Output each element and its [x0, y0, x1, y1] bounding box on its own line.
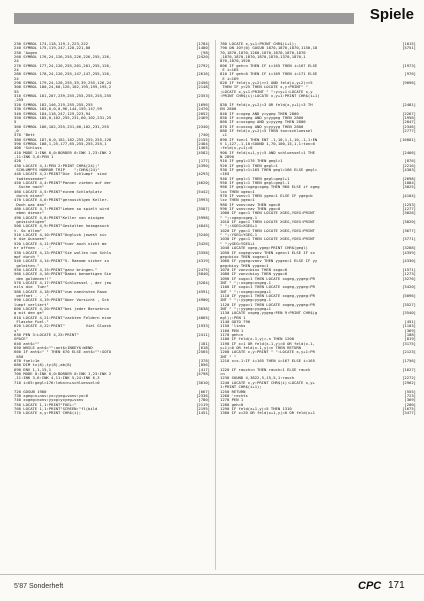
checksum: [3540]: [402, 311, 416, 316]
checksum: [2148]: [196, 85, 210, 90]
checksum: [2216]: [402, 163, 416, 168]
code-text: 470 LOCATE 4,6:PRINT"gerauschlgen Keller.: [14, 198, 109, 203]
code-text: 550 LOCATE 4,15:PRINT"ganz bringen.": [14, 267, 98, 272]
code-text: 640 ant$="": [14, 341, 40, 346]
page-footer: [0, 574, 424, 601]
checksum: [3288]: [402, 246, 416, 251]
checksum: [2420]: [196, 55, 210, 60]
code-text: 1090 IF xxgo=1 THEN LOCATE xxgeg,yygeg:PR: [220, 276, 315, 281]
checksum: [4065]: [196, 315, 210, 320]
code-text: ,255: [14, 98, 24, 103]
checksum: [2272]: [402, 376, 416, 381]
checksum: [2411]: [196, 333, 210, 338]
code-text: 530 LOCATE 4,13:PRINT"Sie wollen nun Schlu: [14, 250, 112, 255]
code-text: " ";:xgeg=xgeg-1: [220, 215, 258, 220]
code-text: 700 MODE 0:INK 0,0:BORDER 0:INK 1,23:INK 2: [14, 372, 112, 377]
checksum: [4104]: [402, 194, 416, 199]
checksum: [2466]: [402, 150, 416, 155]
checksum: [16001]: [399, 137, 416, 142]
page-header: [0, 0, 424, 30]
code-text: 1030 IF ygo=1 THEN LOCATE XGEG,YGEG:PRINT: [220, 237, 315, 242]
code-text: 1020 IF ygo=1 THEN LOCATE XGEG,YGEG:PRINT: [220, 228, 315, 233]
code-text: =n: [220, 372, 225, 377]
code-text: 5: [14, 120, 17, 125]
checksum: [4591]: [196, 289, 210, 294]
checksum: [188]: [404, 333, 416, 338]
code-text: 1270 PEN 1: [220, 398, 244, 403]
code-text: 850 IF x=xxgeg AND y=yygeg THEN 2800: [220, 115, 304, 120]
checksum: [876]: [404, 159, 416, 164]
code-text: 380 SYMBOL 187,0,0,181,182,255,255,255,128: [14, 137, 112, 142]
code-text: 24: [14, 59, 19, 64]
code-text: 1040 LOCATE xgeg,ygeg:PRINT CHR$(gegl): [220, 246, 308, 251]
code-text: INT " ";:xxgeg=xxgeg+1: [220, 289, 271, 294]
checksum: [4620]: [196, 181, 210, 185]
checksum: [2336]: [196, 393, 210, 398]
code-text: 590 LOCATE 4,19:PRINT"Aber Vorsicht , Sch: [14, 298, 109, 303]
checksum: [2469]: [196, 115, 210, 120]
checksum: [618]: [198, 346, 210, 351]
checksum: [555]: [404, 389, 416, 394]
code-text: 490 LOCATE 4,8:PRINT"Keller von einigen: [14, 215, 105, 220]
checksum: [1084]: [402, 181, 416, 185]
checksum: [4798]: [196, 372, 210, 377]
issue-label: 5'87 Sonderheft: [14, 583, 64, 590]
checksum: [4293]: [196, 172, 210, 177]
code-text: 820 IF feld(x,y+2)<>1 AND feld(x,y+2)<>5: [220, 81, 313, 86]
checksum: [2616]: [196, 72, 210, 77]
code-text: geg=bixy THEN yygeo=1: [220, 263, 269, 268]
checksum: [2155]: [196, 137, 210, 142]
code-text: 860 IF x=xxxgeg AND y=yyyeg THEN 2800: [220, 120, 306, 125]
code-text: 1160 PEN 1: [220, 328, 244, 333]
column-divider: [215, 40, 216, 570]
code-text: 610 LOCATE 4,21:PRINT"zackten Feldern eine: [14, 315, 112, 320]
code-text: 670 fuel=1e: [14, 359, 40, 364]
code-text: 970 IF vonv=1 THEN ygeo=1 ELSE IF ygeg=b: [220, 194, 313, 199]
code-text: luepf verliert": [14, 302, 49, 307]
code-text: 1120 IF yygo=1 THEN LOCATE xxgeg,yygeg:PR: [220, 302, 315, 307]
checksum: [2847]: [402, 120, 416, 125]
page-number: 171: [388, 580, 405, 591]
code-text: 1000 IF xgo=1 THEN LOCATE XGEG,YGEG:PRINT: [220, 211, 315, 216]
checksum: [2267]: [402, 111, 416, 116]
code-text: 1100 IF xxgo=1 THEN LOCATE xxgeg,yygeg:PR: [220, 285, 315, 290]
checksum: [819]: [404, 337, 416, 342]
code-text: 710 i=65:gegl=176:lebn=n+schluessel=0: [14, 380, 100, 385]
code-text: INT " ";:yygeg=yygeg-1: [220, 298, 271, 303]
section-title: Spiele: [369, 6, 414, 23]
checksum: [4330]: [402, 259, 416, 264]
code-text: 740 xxgeg=nonv:yyxg=yxyeg+vonv: [14, 398, 84, 403]
code-text: " ";:XGEG=XGEG+1: [220, 224, 258, 229]
code-text: THEN IF y<25 THEN LOCATE x,y:PRINT" ": [220, 85, 308, 90]
code-text: 720 GOSUB 1980: [14, 389, 47, 394]
checksum: [3610]: [196, 380, 210, 385]
checksum: [2470]: [196, 107, 210, 112]
code-text: durch einen": [14, 194, 45, 199]
code-text: E i=169: [220, 76, 239, 81]
checksum: [3826]: [402, 211, 416, 216]
checksum: [2119]: [196, 402, 210, 407]
checksum: [5840]: [196, 272, 210, 277]
listing-column-right: [220, 42, 416, 570]
checksum: [3426]: [196, 241, 210, 246]
code-text: 240 SYMBOL 175,119,247,128,221,80: [14, 46, 91, 51]
checksum: [3276]: [402, 276, 416, 281]
code-text: 1060 IF yygeg=vonv THEN yygeo=1 ELSE IF yy: [220, 259, 318, 264]
code-text: 270 SYMBOL 177,24,126,255,201,201,255,126,: [14, 63, 112, 68]
checksum: [1627]: [402, 367, 416, 372]
code-text: 580 LOCATE 4,18:PRINT"zum naechsten Raum: [14, 289, 107, 294]
checksum: [3358]: [196, 250, 210, 255]
checksum: [2777]: [402, 128, 416, 133]
code-text: 880 IF feld(x,y+2)=5 THEN ton=schluessel: [220, 128, 313, 133]
checksum: [1675]: [402, 406, 416, 411]
checksum: [2340]: [196, 124, 210, 129]
code-text: 540 LOCATE 4,14:PRINT"5. Raeume sicher zu: [14, 259, 109, 264]
code-text: geisichtigen": [14, 220, 47, 225]
checksum: [976]: [404, 72, 416, 77]
code-text: 1:PRINT CHR$(i+1);: [220, 385, 262, 390]
checksum: [2123]: [402, 350, 416, 355]
checksum: [1253]: [402, 202, 416, 207]
checksum: [1273]: [402, 272, 416, 277]
header-bar: [14, 13, 354, 24]
code-text: t. So allem": [14, 228, 42, 233]
code-text: 1080 IF vonv=bixy THEN yygo=0: [220, 272, 288, 277]
code-text: 1300 IF x=20 OR feld(x+1,y)=0 OR feld(x+1: [220, 411, 315, 416]
code-text: 370 'Bett: [14, 133, 35, 138]
checksum: [4845]: [196, 224, 210, 229]
code-text: 890 IF ton=1 THEN ENT -1,10,1,1,10,-1,1:EN: [220, 137, 318, 142]
checksum: [780]: [198, 398, 210, 403]
checksum: [1571]: [402, 267, 416, 272]
code-text: lxv THEN ygeo=1: [220, 198, 255, 203]
checksum: [3820]: [402, 220, 416, 225]
checksum: [1958]: [402, 115, 416, 120]
code-text: 290 SYMBOL 179,24,126,255,39,39,255,126,24: [14, 81, 112, 86]
checksum: [98]: [200, 50, 210, 55]
code-text: 280 SYMBOL 178,24,126,255,147,147,255,126,: [14, 72, 112, 77]
code-text: 690 ENV 1,1,15,1: [14, 367, 52, 372]
code-text: 1200 LOCATE x,y:PRINT " ":LOCATE x,y+1:PR: [220, 350, 315, 355]
code-text: 870 IF x=xxxxg AND y=yyyyg THEN 2800: [220, 124, 304, 129]
code-text: 1250 RETURN: [220, 389, 246, 394]
checksum: [177]: [198, 159, 210, 164]
code-text: todtessender": [14, 176, 47, 181]
code-text: 870,1870,1920: [220, 59, 251, 64]
code-text: 330 SYMBOL 183,0,0,0,96,144,159,147,99: [14, 107, 102, 112]
code-text: " ";:YGEG=YGEG-1: [220, 233, 258, 238]
checksum: [740]: [198, 133, 210, 138]
checksum: [3240]: [196, 233, 210, 238]
checksum: [3477]: [402, 411, 416, 416]
code-text: 560 LOCATE 4,16:PRINT"Dabei benoetigen Sie: [14, 272, 112, 277]
code-text: y+1)=0 OR feld(x-1,y)=n THEN RETURN: [220, 346, 301, 351]
checksum: [1465]: [196, 146, 210, 151]
code-text: 1210 x=x-1:IF i=165 THEN i=167 ELSE i=165: [220, 359, 315, 364]
checksum: [1015]: [402, 42, 416, 46]
code-text: +1: [220, 133, 227, 138]
code-text: 630 PEN 3:LOCATE 4,25:PRINT": [14, 333, 79, 338]
code-text: 420 ': [14, 159, 26, 164]
code-text: 300 SYMBOL 180,24,60,126,102,195,195,195,2: [14, 85, 112, 90]
code-text: 1190 IF x=1 OR feld(x-1,y)=0 OR feld(x-1,: [220, 341, 315, 346]
checksum: [2565]: [196, 350, 210, 355]
code-text: =165: [220, 172, 230, 177]
checksum: [181]: [198, 341, 210, 346]
checksum: [3420]: [402, 285, 416, 290]
code-text: 520 LOCATE 4,11:PRINT"tuer auch nicht me: [14, 241, 107, 246]
code-text: Flasche Fuel.": [14, 320, 49, 324]
code-text: E i=165: [220, 68, 239, 73]
checksum: [4390]: [196, 163, 210, 168]
checksum: [2346]: [402, 124, 416, 129]
checksum: [2962]: [402, 380, 416, 385]
code-text: INT " ";:xxgeg=xxgeg-1: [220, 280, 271, 285]
checksum: [2353]: [196, 94, 210, 99]
code-text: 980 IF vonv=nav THEN xgo=0: [220, 202, 281, 207]
code-text: 960 IF gegl=xgeg=xgeg THEN 960 ELSE if xgeg: [220, 185, 320, 190]
code-text: 950 IF gegl=1 THEN gegl=gegl-1: [220, 181, 290, 185]
code-text: 760 LOCATE 1,1:PRINT"SCREEN:"fl(bild: [14, 406, 98, 411]
code-text: SCHLUMPFS HORROR TRIP ";CHR$(24)": [14, 167, 100, 172]
code-text: Doch was das": [14, 202, 47, 207]
code-text: 1170 geh=n: [220, 333, 244, 338]
code-text: 1290 IF feld(x+1,y)=5 THEN 1310: [220, 406, 292, 411]
code-text: 320 SYMBOL 182,146,219,255,255,255: [14, 102, 93, 107]
code-text: 650 WHILE ant$="":ant$=INKEY$:WEND: [14, 346, 93, 351]
checksum: [2475]: [196, 267, 210, 272]
checksum: [667]: [198, 389, 210, 394]
code-text: :PRINT CHR$(i):LOCATE x,y+1:PRINT CHR$(i+1): [220, 94, 320, 99]
checksum: [3677]: [402, 228, 416, 233]
listing-line: [14, 411, 210, 415]
code-text: 1260 'rechts: [220, 393, 248, 398]
code-text: lxx THEN xgeo=1: [220, 189, 255, 194]
code-text: 1110 IF yygo=1 THEN LOCATE xxgeg,yygeg:PR: [220, 293, 315, 298]
code-text: Suche nach": [14, 185, 45, 190]
checksum: [1480]: [196, 46, 210, 51]
checksum: [2195]: [196, 406, 210, 411]
code-text: 680 DIM tx(8),ty(8),ab(8): [14, 363, 72, 368]
code-text: hr offnen . . .": [14, 246, 52, 251]
code-text: 770 LOCATE x,y:PRINT CHR$(i);: [14, 411, 82, 416]
checksum: [1696]: [196, 102, 210, 107]
code-text: eben dieser": [14, 211, 45, 216]
code-text: 1280 geh=0: [220, 402, 244, 407]
code-text: 790 ON JOY(0) GOSUB 1870,1870,1870,1150,18: [220, 46, 318, 51]
code-text: 310 SYMBOL 181,207,239,255,255,255,255,255: [14, 94, 112, 99]
code-text: 990 IF vonv=nav THEN ygo=0: [220, 207, 281, 212]
checksum: [3587]: [196, 207, 210, 212]
checksum: [2484]: [196, 141, 210, 146]
code-text: geg=bixx THEN xxgeo=1: [220, 254, 269, 259]
code-text: 1230 SOUND 4,3822,5,15,5,1:rauch: [220, 376, 295, 381]
code-text: 450 LOCATE 4,4:PRINT"Panner ziehen auf der: [14, 181, 112, 185]
code-text: EN 2800: [220, 107, 237, 112]
checksum: [3175]: [402, 341, 416, 346]
checksum: [451]: [404, 320, 416, 324]
code-text: g mit den ge": [14, 311, 45, 316]
checksum: [3025]: [402, 185, 416, 190]
checksum: [3638]: [196, 306, 210, 311]
code-text: 400 'Schluss: [14, 146, 42, 151]
code-text: 510 LOCATE 4,10:PRINT"Ungluck jewest sic: [14, 233, 107, 238]
code-text: 620 LOCATE 4,22:PRINT" Viel Glueck: [14, 324, 112, 329]
checksum: [1973]: [402, 63, 416, 68]
code-text: den goldenen!!": [14, 276, 52, 281]
checksum: [2456]: [196, 81, 210, 86]
checksum: [3284]: [196, 280, 210, 285]
code-text: 930 IF gegl=1=165 THEN gegl=166 ELSE gegl=: [220, 167, 318, 172]
code-text: 440 LOCATE 4,2:PRINT"Die Schlumpf sind: [14, 172, 107, 177]
checksum: [378]: [198, 359, 210, 364]
checksum: [723]: [404, 393, 416, 398]
code-text: 910 IF gegl=176 THEN gegl=1: [220, 159, 283, 164]
code-text: 24: [14, 76, 19, 81]
magazine-logo: CPC: [358, 580, 382, 592]
checksum: [200]: [404, 402, 416, 407]
code-text: 1130 LOCATE xxgeg,yygeg:PEN 9:PRINT CHR$(g: [220, 311, 318, 316]
code-text: 650: [14, 354, 24, 359]
code-text: 230 SYMBOL 174,118,119,1,223,222: [14, 42, 89, 46]
checksum: [5096]: [402, 293, 416, 298]
code-text: egl);:PEN 1: [220, 315, 246, 320]
code-text: " ";yGEG=YGEG+1: [220, 241, 255, 246]
code-text: 1140 GOTO 790: [220, 320, 251, 324]
code-text: 390 SYMBOL 188,1,25,177,65,255,255,255,1: [14, 141, 107, 146]
code-text: ,1870,1870,1870,1870,1870,1370,1870,1: [220, 55, 306, 60]
checksum: [1103]: [402, 324, 416, 329]
code-text: 55: [14, 89, 19, 94]
code-text: 830 IF feld(x,y+2)=3 OR feld(x,y+1)=3 TH: [220, 102, 313, 107]
code-text: 570 LOCATE 4,17:PRINT"Schluessel , der jew: [14, 280, 112, 285]
code-text: :feld(x,y+1)=0: [220, 146, 253, 151]
code-text: 360 SYMBOL 186,102,255,231,60,102,231,255: [14, 124, 109, 129]
code-text: 500 LOCATE 4,9:PRINT"Gestalten heimgesuch: [14, 224, 109, 229]
code-text: 1220 IF rauch=n THEN rauch=1 ELSE rauch: [220, 367, 311, 372]
code-text: 750 LOCATE 1,1:PRINT"FUEL:": [14, 402, 77, 407]
code-text: 70,1870,1870,1260,1870,1870,1870,1870: [220, 50, 306, 55]
checksum: [369]: [404, 398, 416, 403]
checksum: [4319]: [196, 259, 210, 264]
code-text: ,11:INK 3,6:PEN 1: [14, 154, 54, 159]
code-text: oeffnet . . .": [14, 293, 49, 298]
checksum: [4582]: [196, 150, 210, 155]
checksum: [2481]: [402, 102, 416, 107]
checksum: [3993]: [196, 198, 210, 203]
checksum: [5998]: [196, 215, 210, 220]
checksum: [4900]: [196, 298, 210, 303]
code-text: 660 IF ant$=" " THEN 670 ELSE ant$="":GOTO: [14, 350, 112, 355]
code-text: 250 'Augen: [14, 50, 38, 55]
code-text: 350 SYMBOL 185,0,102,255,231,60,102,231,25: [14, 115, 112, 120]
code-text: eils die Tuer": [14, 285, 49, 290]
code-text: 430 LOCATE 4,1:PEN 2:PRINT CHR$(24);": [14, 163, 100, 168]
code-text: 410 MODE 1:INK 0,0:BORDER 0:INK 1,23:INK 2: [14, 150, 112, 155]
code-text: 1070 IF vonv=bixx THEN xxgo=0: [220, 267, 288, 272]
code-text: 1010 IF xgo=1 THEN LOCATE XGEG,YGEG:PRINT: [220, 220, 315, 225]
checksum: [856]: [198, 363, 210, 368]
checksum: [4359]: [402, 250, 416, 255]
code-text: 1180 IF feld(x-1,y)=-n THEN 1200: [220, 337, 295, 342]
checksum: [1277]: [402, 207, 416, 212]
code-text: ,0: [14, 128, 19, 133]
code-text: 1050 IF xxgeg=vonv THEN xgeo=1 ELSE IF xx: [220, 250, 315, 255]
checksum: [369]: [404, 328, 416, 333]
checksum: [1784]: [196, 42, 210, 46]
code-text: mpf durch ": [14, 254, 40, 259]
code-text: 600 LOCATE 4,20:PRINT"bei jeder Beruehrun: [14, 306, 109, 311]
code-text: 340 SYMBOL 184,118,247,129,223,94: [14, 111, 91, 116]
checksum: [2792]: [196, 63, 210, 68]
code-text: 480 LOCATE 4,7:PRINT"Leben so spielt wird: [14, 207, 109, 212]
checksum: [3771]: [402, 237, 416, 242]
code-text: 1240 LOCATE x,y:PRINT CHR$(i):LOCATE x,y+: [220, 380, 315, 385]
checksum: [5442]: [196, 189, 210, 194]
code-text: 24: [14, 68, 19, 73]
code-text: 940 IF gegl=1 THEN gegl=gegl+1: [220, 176, 290, 181]
checksum: [2698]: [402, 176, 416, 181]
code-text: N 2890: [220, 154, 234, 159]
code-text: 840 IF x=xgeg AND y=ygeg THEN 2800: [220, 111, 299, 116]
code-text: 460 LOCATE 4,5:PRINT"einem Schlafplatz: [14, 189, 102, 194]
checksum: [1756]: [402, 359, 416, 364]
code-text: 260 SYMBOL 176,24,126,255,226,226,255,126,: [14, 55, 112, 60]
code-text: 1150 'links: [220, 324, 246, 329]
code-text: s": [14, 328, 19, 333]
code-text: SPACE": [14, 337, 28, 342]
code-text: V 1,127,-1,10:SOUND 1,70,100,15,1,1:ton=0: [220, 141, 315, 146]
checksum: [417]: [198, 367, 210, 372]
checksum: [1933]: [196, 324, 210, 329]
code-text: 900 IF feld(x+1,y)=5 AND schluessel=1 THE: [220, 150, 315, 155]
listing-line: [220, 411, 416, 415]
code-text: geleiten.": [14, 263, 40, 268]
code-text: ,11:INK 3,6:INK 4,11:INK 5,24:INK 6,3: [14, 376, 100, 381]
code-text: 810 IF geh=0 THEN IF i=169 THEN i=171 ELSE: [220, 72, 318, 77]
code-text: 800 IF geh=n THEN IF i=165 THEN i=167 ELSE: [220, 63, 318, 68]
checksum: [5751]: [402, 46, 416, 51]
code-text: 780 LOCATE x,y+1:PRINT CHR$(i+1);: [220, 42, 297, 46]
code-text: INT " ";:yygeg=yygeg+1: [220, 306, 271, 311]
checksum: [2052]: [196, 111, 210, 116]
code-text: h die Ausseen": [14, 237, 47, 242]
code-text: INT " ": [220, 354, 237, 359]
checksum: [4303]: [402, 167, 416, 172]
checksum: [9096]: [402, 81, 416, 86]
code-text: 730 xgeg=n+nov:yx=yyeg+vonv:yo=0: [14, 393, 89, 398]
code-text: 920 IF gegl=1 THEN gegl=1: [220, 163, 278, 168]
checksum: [3527]: [402, 302, 416, 307]
checksum: [1451]: [196, 411, 210, 416]
code-text: ;LOCATE x,y+1:PRINT " ":y=y+1:LOCATE x,y: [220, 89, 313, 94]
listing-column-left: [14, 42, 210, 570]
